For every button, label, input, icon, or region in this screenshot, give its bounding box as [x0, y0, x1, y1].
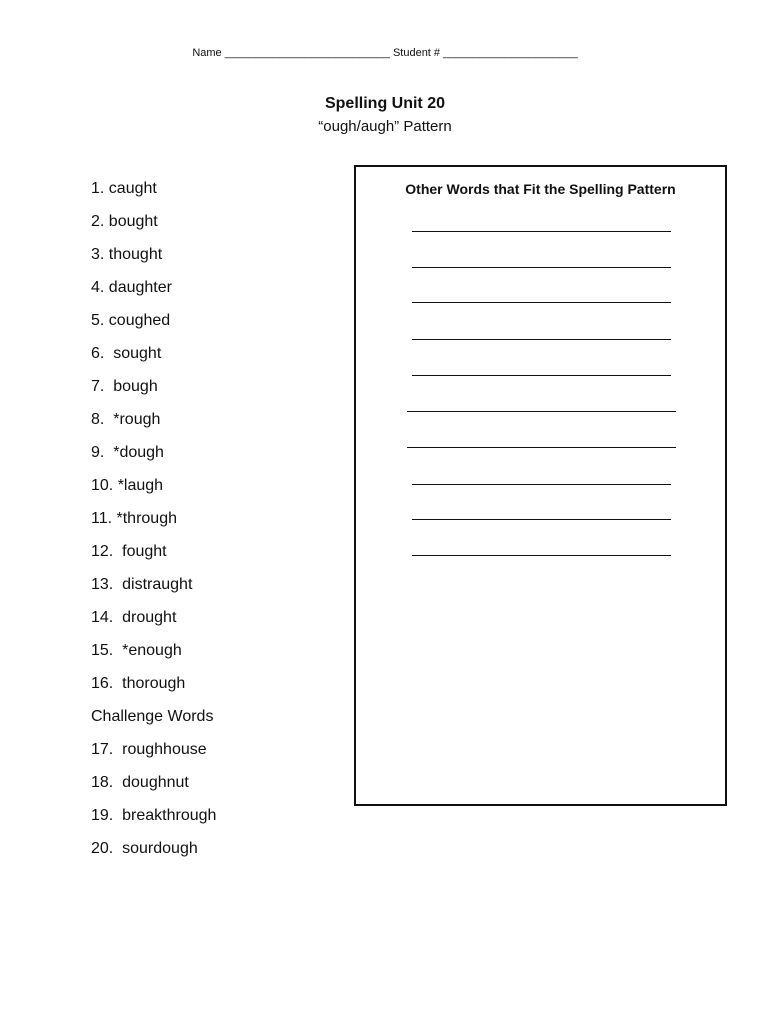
challenge-words-heading: Challenge Words: [91, 708, 214, 725]
answer-blank[interactable]: [407, 411, 676, 412]
list-item: 11. *through: [91, 510, 177, 527]
list-item: 19. breakthrough: [91, 807, 217, 824]
list-item: 6. sought: [91, 345, 162, 362]
list-item: 8. *rough: [91, 411, 161, 428]
list-item: 1. caught: [91, 180, 157, 197]
list-item: 7. bough: [91, 378, 158, 395]
answer-blank[interactable]: [412, 302, 671, 303]
list-item: 16. thorough: [91, 675, 186, 692]
list-item: 14. drought: [91, 609, 177, 626]
list-item: 2. bought: [91, 213, 158, 230]
list-item: 10. *laugh: [91, 477, 164, 494]
list-item: 17. roughhouse: [91, 741, 207, 758]
page-title: Spelling Unit 20: [324, 95, 445, 112]
other-words-heading: Other Words that Fit the Spelling Pattern: [405, 181, 676, 197]
answer-blank[interactable]: [412, 231, 671, 232]
answer-blank[interactable]: [412, 267, 671, 268]
list-item: 4. daughter: [91, 279, 172, 296]
answer-blank[interactable]: [412, 555, 671, 556]
answer-blank[interactable]: [412, 375, 671, 376]
page-subtitle: “ough/augh” Pattern: [318, 118, 452, 135]
spelling-word-list: [91, 180, 216, 873]
name-student-line: Name ___________________________ Student # ______________________: [192, 47, 578, 59]
answer-blank[interactable]: [412, 519, 671, 520]
list-item: 5. coughed: [91, 312, 171, 329]
list-item: 20. sourdough: [91, 840, 198, 857]
list-item: 3. thought: [91, 246, 163, 263]
list-item: 12. fought: [91, 543, 167, 560]
other-words-box: [354, 165, 727, 806]
answer-blank[interactable]: [412, 484, 671, 485]
list-item: 18. doughnut: [91, 774, 189, 791]
list-item: 13. distraught: [91, 576, 193, 593]
list-item: 9. *dough: [91, 444, 164, 461]
list-item: 15. *enough: [91, 642, 182, 659]
answer-blank[interactable]: [412, 339, 671, 340]
answer-blank[interactable]: [407, 447, 676, 448]
